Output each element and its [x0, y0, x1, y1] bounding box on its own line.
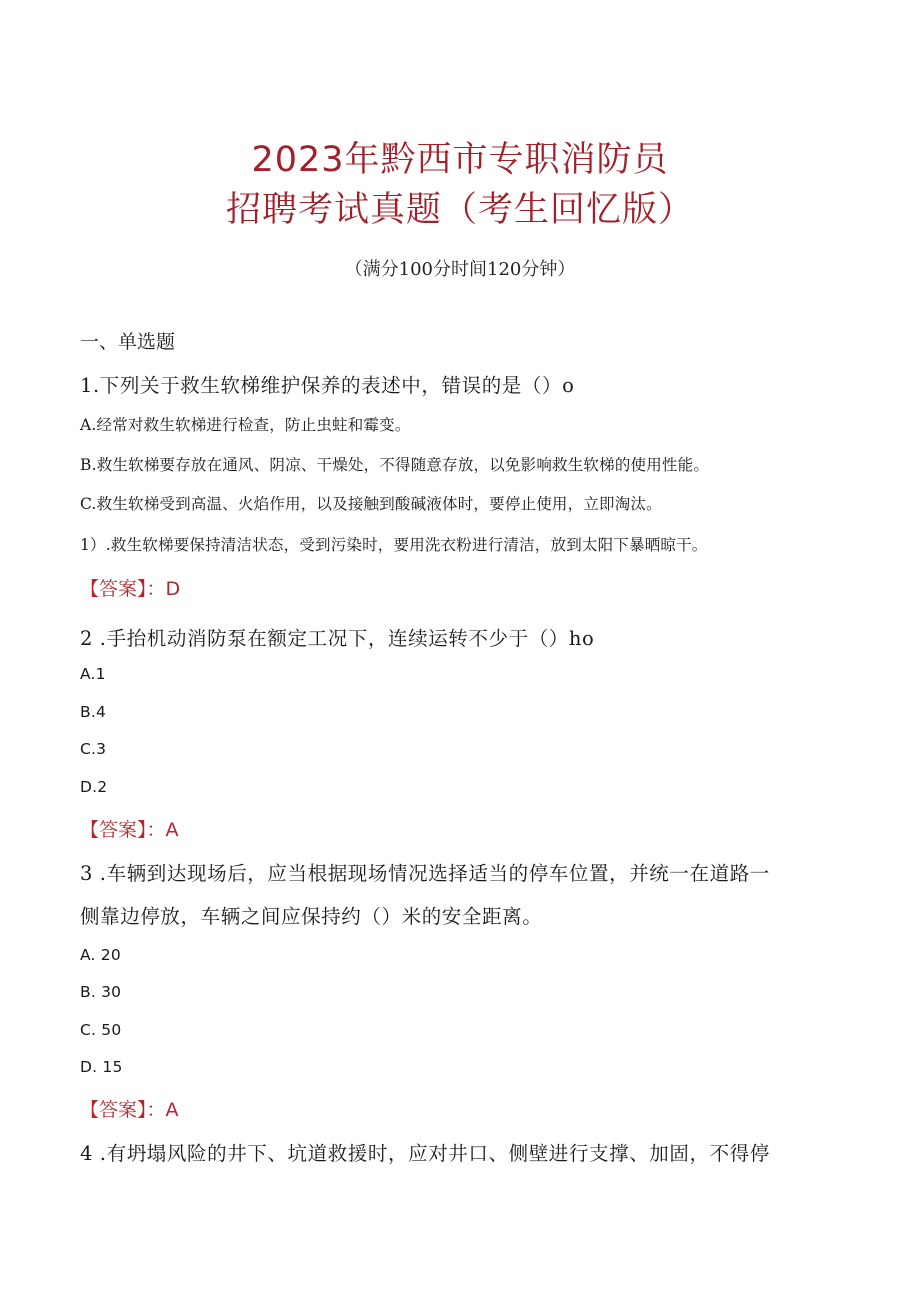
question-1-answer	[80, 574, 180, 601]
question-3-option-a: A. 20	[80, 946, 121, 964]
answer-value: ：D	[146, 578, 181, 600]
question-3-option-c: C. 50	[80, 1021, 122, 1039]
section-heading: 一、单选题	[80, 331, 176, 353]
exam-subtitle: （满分100分时间120分钟）	[344, 259, 576, 280]
question-2-text: 2 .手抬机动消防泵在额定工况下，连续运转不少于（）ho	[80, 627, 595, 650]
question-3-answer	[80, 1095, 179, 1122]
question-1-text: 1.下列关于救生软梯维护保养的表述中，错误的是（）o	[80, 374, 575, 397]
answer-value: ：A	[146, 819, 179, 841]
answer-value: ：A	[146, 1099, 179, 1121]
question-2-option-d: D.2	[80, 778, 108, 796]
question-1-option-c: C.救生软梯受到高温、火焰作用，以及接触到酸碱液体时，要停止使用，立即淘汰。	[80, 495, 662, 513]
question-2-answer	[80, 815, 179, 842]
document-title-line-1: 2023年黔西市专职消防员	[251, 140, 669, 180]
question-3-option-d: D. 15	[80, 1058, 123, 1076]
question-1-option-d: 1）.救生软梯要保持清洁状态，受到污染时，要用洗衣粉进行清洁，放到太阳下暴晒晾干。	[80, 536, 708, 554]
answer-label: 【答案】	[80, 819, 147, 841]
question-1-option-a: A.经常对救生软梯进行检查，防止虫蛀和霉变。	[80, 416, 411, 434]
question-4-text-line-1: 4 .有坍塌风险的井下、坑道救援时，应对井口、侧壁进行支撑、加固，不得停	[80, 1142, 770, 1165]
question-3-option-b: B. 30	[80, 983, 122, 1001]
question-2-option-b: B.4	[80, 703, 107, 721]
answer-label: 【答案】	[80, 578, 147, 600]
question-2-option-c: C.3	[80, 740, 107, 758]
document-title-line-2: 招聘考试真题（考生回忆版）	[225, 190, 694, 230]
question-3-text-line-2: 侧靠边停放，车辆之间应保持约（）米的安全距离。	[80, 905, 543, 928]
question-1-option-b: B.救生软梯要存放在通风、阴凉、干燥处，不得随意存放，以免影响救生软梯的使用性能。	[80, 456, 710, 474]
question-3-text-line-1: 3 .车辆到达现场后，应当根据现场情况选择适当的停车位置，并统一在道路一	[80, 862, 770, 885]
question-2-option-a: A.1	[80, 665, 106, 683]
answer-label: 【答案】	[80, 1099, 147, 1121]
